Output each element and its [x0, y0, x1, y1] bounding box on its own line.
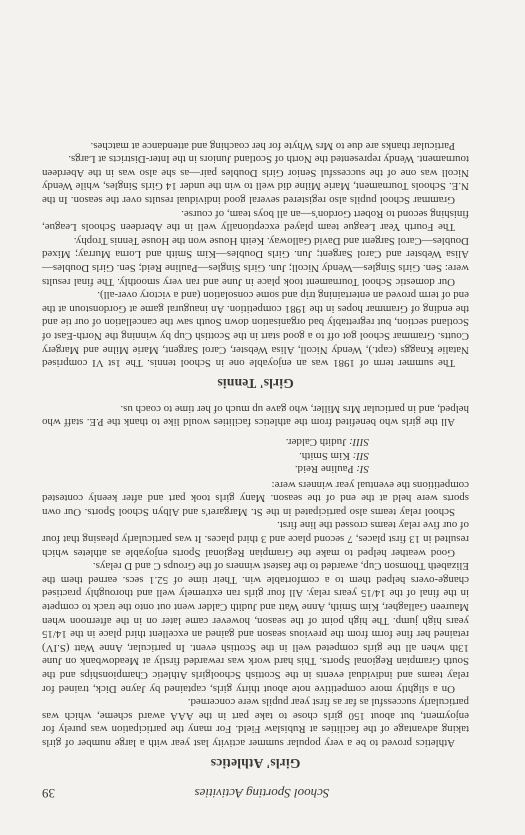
athletics-paragraph-5: All the girls who benefited from the athletics facilities would like to thank the P.E. staff who helped, and in particular Mrs Miller, who gave up much of her time to coach us.	[42, 402, 469, 429]
winner-level: SIII:	[349, 435, 369, 448]
athletics-paragraph-3: Good weather helped to make the Grampian Regional Sports enjoyable as athletes which resulted in 13 first places, 7 second place and 3 third places. It was particularly pleasing that four of our five relay teams crossed the line first.	[42, 519, 469, 559]
tennis-paragraph-2: Our domestic School Tournament took place in June and ran very smoothly. The final results were: Sen. Girls Singles—Wendy Nicoll; Jun. Girls Singles—Pauline Reid; Sen. Girls Doubles—Alisa Webster and Carol Sargent; Jun. Girls Doubles—Kim Smith and Lorna Murray; Mixed Doubles—Carol Sargent and David Galloway. Keith House won the House Tennis Trophy.	[42, 234, 469, 288]
winner-row	[42, 448, 469, 462]
winner-level: SI:	[356, 463, 369, 476]
athletics-paragraph-2: On a slightly more competitive note about thirty girls, captained by Jayne Dick, trained for relay teams and individual events in the Scottish Schoolgirls Athletic Championships and the South Grampian Regional Sports. This hard work was rewarded firstly at Meadowbank on June 13th when all the girls competed well in the Scottish event. In particular, Anne Watt (S.IV) retained her fine form from the previous season and gained an excellent third place in the 14/15 years high jump. The high point of the season, however came later on in the afternoon when Maureen Gallagher, Kim Smith, Anne Watt and Judith Calder went out onto the track to compete in the final of the 14/15 years relay. All four girls ran extremely well and thoroughly practised change-overs helped them to a comfortable win. Their time of 52.1 secs. earned them the Elizabeth Thomson Cup, awarded to the fastest winners of the Groups C and D relays.	[42, 560, 469, 695]
winner-row	[42, 462, 469, 476]
winner-row	[42, 434, 469, 448]
page-number: 39	[42, 786, 55, 801]
running-title: School Sporting Activities	[194, 786, 330, 801]
winner-name: Pauline Reid.	[294, 463, 354, 476]
winner-level: SII:	[352, 449, 369, 462]
tennis-paragraph-4: Grammar School pupils also registered several good individual results over the season. In the N.E. Schools Tournament, Marie Milne did well to win the under 14 Girls Singles, while Wendy Nicoll was one of the successful Senior Girls Doubles pair—as she also was in the Aberdeen tournament. Wendy represented the North of Scotland Juniors in the Inter-Districts at Largs.	[42, 153, 469, 207]
tennis-paragraph-3: The Fourth Year League team played exceptionally well in the Aberdeen Schools League, finishing second to Robert Gordon's—an all boys team, of course.	[42, 207, 469, 234]
section-heading-tennis: Girls' Tennis	[217, 376, 294, 392]
section-heading-athletics: Girls' Athletics	[210, 756, 301, 771]
running-header	[42, 785, 469, 801]
winner-name: Kim Smith.	[299, 449, 350, 462]
athletics-paragraph-4: School relay teams also participated in the St. Margaret's and Albyn School Sports. Our own sports were held at the end of the season. Many girls took part and after keenly contested competitions the eventual year winners were:	[42, 478, 469, 518]
tennis-paragraph-5: Particular thanks are due to Mrs Whyte for her coaching and attendance at matches.	[90, 139, 455, 152]
winner-name: Judith Calder.	[285, 435, 347, 448]
year-winners-list	[42, 434, 469, 475]
tennis-paragraph-1: The summer term of 1981 was an enjoyable one in School tennis. The 1st VI comprised Natalie Knaggs (capt.), Wendy Nicoll, Alisa Webster, Carol Sargent, Marie Milne and Margery Coutts. Grammar School got off to a good start in the Scottish Cup by winning the North-East of Scotland section, but regrettably bad organisation down South saw the cancellation of our tie and the ending of Grammar hopes in the 1981 competition. An inaugural game at Gordonstoun at the end of term proved an entertaining trip and some consolation (and a victory over-all).	[42, 289, 469, 370]
athletics-paragraph-1: Athletics proved to be a very popular summer activity last year with a large number of girls taking advantage of the facilities at Rubislaw Field. For many the participation was purely for enjoyment, but about 150 girls chose to take part in the AAA award scheme, which was particularly successful as far as first year pupils were concerned.	[42, 696, 469, 749]
